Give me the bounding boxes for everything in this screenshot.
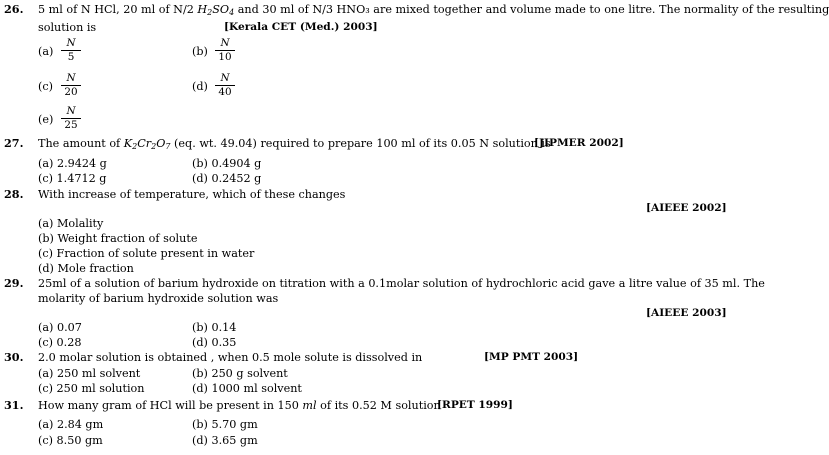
question-31-source: [RPET 1999]	[437, 399, 513, 411]
question-29-number: 29.	[4, 276, 24, 290]
q26-option-e-denominator: 25	[61, 118, 81, 131]
question-29-source: [AIEEE 2003]	[646, 307, 727, 319]
question-30-text: 2.0 molar solution is obtained , when 0.5 mole solute is dissolved in	[38, 351, 423, 364]
q28-option-a: (a) Molality	[38, 217, 104, 230]
q26-option-d-numerator: N	[220, 72, 230, 84]
question-30-source: [MP PMT 2003]	[484, 351, 579, 363]
question-26-text-part1: 5 ml of N HCl, 20 ml of N/2	[38, 3, 198, 16]
question-31-text	[38, 399, 441, 412]
q27-option-a: (a) 2.9424 g	[38, 157, 107, 170]
formula-o-sub: 7	[165, 142, 171, 151]
q26-option-c-fraction	[61, 73, 81, 98]
question-27-text-part2: (eq. wt. 49.04) required to prepare 100 ml of its 0.05 N solution is	[170, 137, 551, 150]
q29-option-a: (a) 0.07	[38, 321, 82, 334]
question-26-number: 26.	[4, 2, 24, 16]
question-29-text-line2: molarity of barium hydroxide solution was	[38, 292, 279, 305]
q26-option-a-label: (a)	[38, 45, 54, 58]
question-28-text: With increase of temperature, which of these changes	[38, 188, 346, 201]
q26-option-d-denominator: 40	[215, 85, 235, 98]
unit-ml: ml	[302, 399, 317, 412]
formula-k2cr2o7	[124, 137, 171, 150]
question-27-number: 27.	[4, 136, 24, 150]
formula-o: O	[156, 137, 166, 150]
q26-option-c-denominator: 20	[61, 85, 81, 98]
question-30-number: 30.	[4, 350, 24, 364]
q31-option-d: (d) 3.65 gm	[192, 434, 258, 447]
q26-option-b-numerator: N	[220, 37, 230, 49]
q26-option-a-denominator: 5	[61, 50, 81, 63]
formula-so: SO	[212, 3, 230, 16]
q29-option-c: (c) 0.28	[38, 336, 82, 349]
q29-option-b: (b) 0.14	[192, 321, 237, 334]
question-31-text-part1: How many gram of HCl will be present in 150	[38, 399, 303, 412]
q26-option-b-fraction	[215, 38, 235, 63]
q26-option-b-denominator: 10	[215, 50, 235, 63]
formula-cr: Cr	[137, 137, 152, 150]
question-31-text-part2: of its 0.52 M solution	[316, 399, 441, 412]
question-27-text-part1: The amount of	[38, 137, 124, 150]
formula-h2so4	[197, 3, 234, 16]
question-26-text-line2: solution is	[38, 21, 97, 34]
q30-option-a: (a) 250 ml solvent	[38, 367, 141, 380]
q27-option-c: (c) 1.4712 g	[38, 172, 107, 185]
q26-option-a-numerator: N	[66, 37, 76, 49]
question-26-source: [Kerala CET (Med.) 2003]	[224, 21, 378, 33]
q28-option-b: (b) Weight fraction of solute	[38, 232, 198, 245]
question-29-text-line1: 25ml of a solution of barium hydroxide on titration with a 0.1molar solution of hydrochloric acid gave a litre value of 35 ml. The	[38, 277, 765, 290]
q27-option-b: (b) 0.4904 g	[192, 157, 262, 170]
formula-k-sub: 2	[132, 142, 138, 151]
q30-option-c: (c) 250 ml solution	[38, 382, 145, 395]
question-26-text	[38, 3, 829, 16]
question-27-source: [JIPMER 2002]	[534, 137, 624, 149]
q26-option-e-label: (e)	[38, 113, 54, 126]
q28-option-d: (d) Mole fraction	[38, 262, 134, 275]
q31-option-b: (b) 5.70 gm	[192, 418, 258, 431]
q26-option-d-label: (d)	[192, 80, 208, 93]
question-28-number: 28.	[4, 187, 24, 201]
formula-so-sub: 4	[229, 8, 235, 17]
q26-option-c-label: (c)	[38, 80, 53, 93]
q31-option-c: (c) 8.50 gm	[38, 434, 103, 447]
formula-k: K	[123, 137, 133, 150]
q28-option-c: (c) Fraction of solute present in water	[38, 247, 255, 260]
q30-option-b: (b) 250 g solvent	[192, 367, 288, 380]
question-26-text-part2: and 30 ml of N/3 HNO₃ are mixed together and volume made to one litre. The normality of the resulting	[234, 3, 829, 16]
question-27-text	[38, 137, 551, 150]
q27-option-d: (d) 0.2452 g	[192, 172, 262, 185]
q29-option-d: (d) 0.35	[192, 336, 237, 349]
q26-option-c-numerator: N	[66, 72, 76, 84]
q26-option-e-fraction	[61, 106, 81, 131]
q26-option-b-label: (b)	[192, 45, 208, 58]
q31-option-a: (a) 2.84 gm	[38, 418, 104, 431]
question-28-source: [AIEEE 2002]	[646, 202, 727, 214]
formula-h: H	[197, 3, 208, 16]
formula-h-sub: 2	[207, 8, 213, 17]
q30-option-d: (d) 1000 ml solvent	[192, 382, 302, 395]
q26-option-d-fraction	[215, 73, 235, 98]
q26-option-e-numerator: N	[66, 105, 76, 117]
q26-option-a-fraction	[61, 38, 81, 63]
formula-cr-sub: 2	[151, 142, 157, 151]
question-31-number: 31.	[4, 398, 24, 412]
